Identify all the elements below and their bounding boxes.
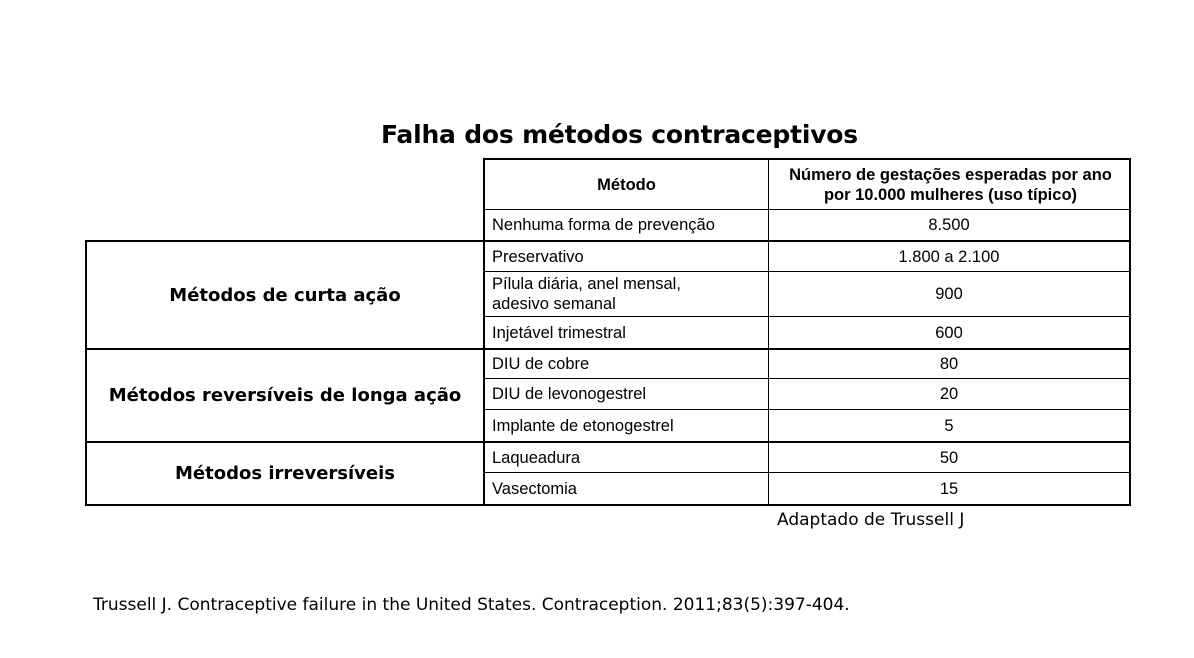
table-row-method: Pílula diária, anel mensal, adesivo semanal (492, 275, 681, 313)
group-label-long-acting: Métodos reversíveis de longa ação (108, 385, 462, 406)
table-border-right (1129, 158, 1131, 506)
baseline-value: 8.500 (928, 216, 970, 234)
table-row-value: 20 (939, 385, 959, 403)
table-row-value: 1.800 a 2.100 (898, 247, 1000, 266)
group-label-irreversible: Métodos irreversíveis (175, 463, 395, 484)
table-row-value: 900 (935, 285, 963, 303)
header-expected-pregnancies: Número de gestações esperadas por ano por 10.000 mulheres (uso típico) (789, 165, 1112, 204)
table-row-method: Vasectomia (492, 479, 577, 498)
header-method: Método (597, 175, 656, 194)
baseline-method: Nenhuma forma de prevenção (492, 216, 715, 234)
table-row-method: Injetável trimestral (492, 323, 626, 342)
page-title: Falha dos métodos contraceptivos (381, 120, 858, 149)
table-row-value: 600 (935, 323, 963, 342)
table-border-bottom (85, 504, 1131, 506)
table-row-method: DIU de levonogestrel (492, 385, 647, 403)
reference-citation: Trussell J. Contraceptive failure in the United States. Contraception. 2011;83(5):397-404. (93, 595, 850, 615)
table-row-method: DIU de cobre (492, 355, 590, 373)
table-row-value: 5 (944, 416, 954, 435)
table-row-value: 15 (939, 479, 959, 498)
table-row-value: 50 (939, 448, 959, 467)
table-row-method: Implante de etonogestrel (492, 416, 674, 435)
table-row-method: Preservativo (492, 247, 584, 266)
group-label-short-acting: Métodos de curta ação (169, 284, 401, 306)
table-row-method: Laqueadura (492, 448, 581, 467)
table-row-value: 80 (939, 355, 959, 373)
source-note: Adaptado de Trussell J (777, 510, 965, 530)
